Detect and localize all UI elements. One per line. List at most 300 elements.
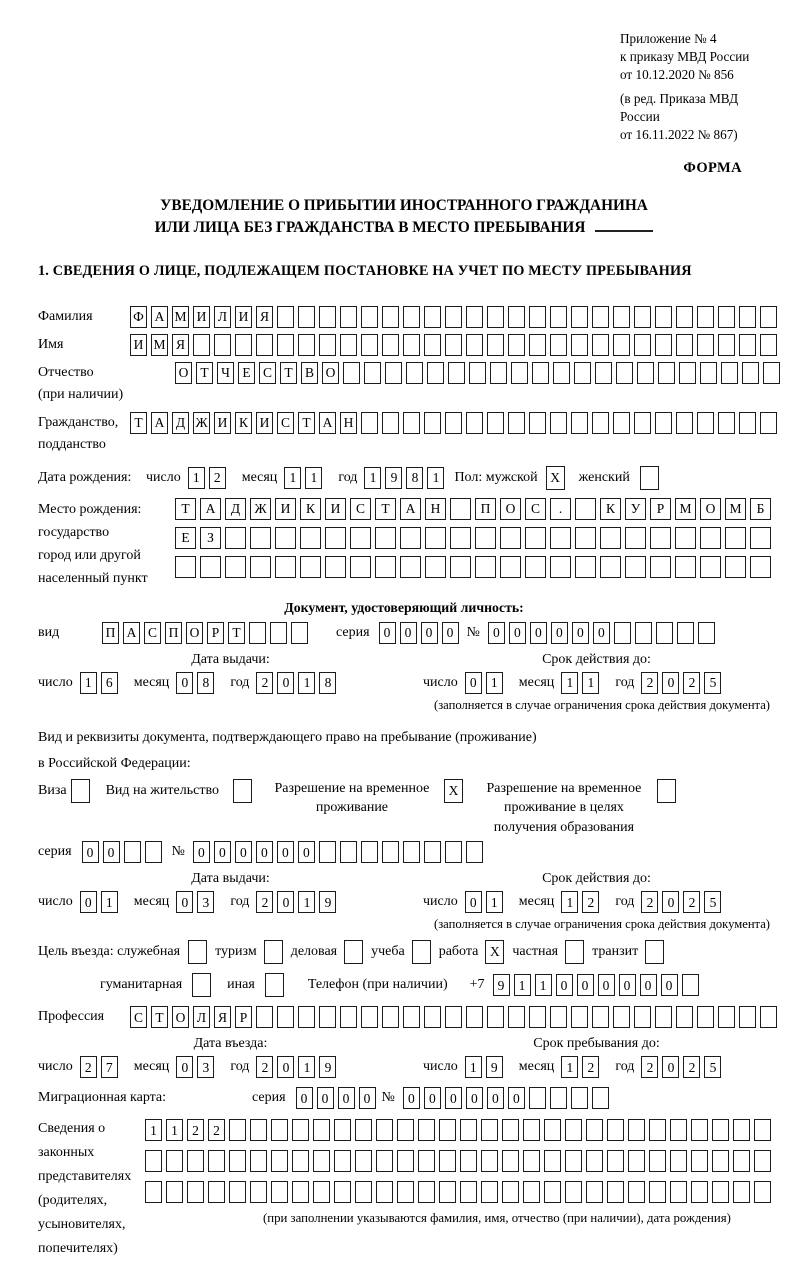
char-cell: 0 bbox=[445, 1087, 462, 1109]
visa-checkbox bbox=[71, 779, 90, 803]
char-cell: Е bbox=[238, 362, 255, 384]
patronymic-label: Отчество (при наличии) bbox=[38, 364, 124, 402]
revision-line: (в ред. Приказа МВД России bbox=[620, 90, 739, 124]
char-cell bbox=[145, 841, 162, 863]
valid-until-heading: Срок действия до: bbox=[542, 651, 651, 667]
char-cell bbox=[500, 527, 521, 549]
char-cell: 0 bbox=[176, 672, 193, 694]
issue-date-heading: Дата выдачи: bbox=[191, 651, 270, 667]
char-cell bbox=[614, 622, 631, 644]
char-cell bbox=[350, 556, 371, 578]
char-cell bbox=[481, 1150, 498, 1172]
char-cell: 1 bbox=[465, 1056, 482, 1078]
stay-series-cells bbox=[82, 841, 166, 863]
char-cell: 0 bbox=[577, 974, 594, 996]
char-cell bbox=[550, 1087, 567, 1109]
issue-date-heading: Дата выдачи: bbox=[191, 871, 270, 887]
char-cell bbox=[634, 412, 651, 434]
forma-label: ФОРМА bbox=[683, 160, 742, 177]
given-name-row bbox=[38, 334, 770, 356]
char-cell bbox=[361, 841, 378, 863]
char-cell: 9 bbox=[319, 1056, 336, 1078]
char-cell bbox=[718, 1006, 735, 1028]
month-label: месяц bbox=[518, 674, 555, 690]
profession-label: Профессия bbox=[38, 1009, 105, 1025]
stay-valid-year-cells bbox=[641, 891, 725, 913]
identity-doc-row bbox=[38, 622, 770, 644]
valid-year-cells bbox=[641, 672, 725, 694]
char-cell: 9 bbox=[385, 467, 402, 489]
char-cell: 9 bbox=[319, 891, 336, 913]
char-cell: А bbox=[123, 622, 140, 644]
char-cell bbox=[439, 1181, 456, 1203]
char-cell: 3 bbox=[197, 891, 214, 913]
char-cell: 3 bbox=[197, 1056, 214, 1078]
char-cell: 0 bbox=[103, 841, 120, 863]
char-cell bbox=[340, 334, 357, 356]
char-cell bbox=[214, 334, 231, 356]
char-cell bbox=[250, 1119, 267, 1141]
char-cell bbox=[754, 1150, 771, 1172]
valid-day-cells bbox=[465, 672, 507, 694]
char-cell bbox=[361, 334, 378, 356]
entry-year-cells bbox=[256, 1056, 340, 1078]
char-cell bbox=[400, 556, 421, 578]
birth-place-cells-block bbox=[175, 498, 775, 578]
char-cell: 0 bbox=[662, 1056, 679, 1078]
char-cell bbox=[718, 412, 735, 434]
char-cell: Т bbox=[196, 362, 213, 384]
char-cell bbox=[340, 1006, 357, 1028]
char-cell bbox=[425, 556, 446, 578]
char-cell bbox=[550, 412, 567, 434]
char-cell: 2 bbox=[187, 1119, 204, 1141]
char-cell: Т bbox=[151, 1006, 168, 1028]
month-label: месяц bbox=[518, 1059, 555, 1075]
purpose-tourism-checkbox bbox=[264, 940, 283, 964]
char-cell bbox=[550, 527, 571, 549]
char-cell: 0 bbox=[509, 622, 526, 644]
validity-note: (заполняется в случае ограничения срока действия документа) bbox=[434, 697, 770, 712]
phone-cells bbox=[493, 974, 703, 996]
char-cell bbox=[760, 412, 777, 434]
char-cell bbox=[750, 556, 771, 578]
day-label: число bbox=[423, 894, 458, 910]
char-cell bbox=[529, 1087, 546, 1109]
char-cell: 0 bbox=[277, 891, 294, 913]
char-cell bbox=[655, 306, 672, 328]
profession-row bbox=[38, 1006, 770, 1028]
sex-male-checkbox: X bbox=[546, 466, 565, 490]
purpose-private-checkbox bbox=[565, 940, 584, 964]
char-cell: С bbox=[130, 1006, 147, 1028]
char-cell bbox=[325, 556, 346, 578]
stay-number-cells bbox=[193, 841, 487, 863]
surname-row bbox=[38, 306, 770, 328]
char-cell bbox=[675, 556, 696, 578]
char-cell bbox=[361, 306, 378, 328]
char-cell bbox=[571, 334, 588, 356]
char-cell: 5 bbox=[704, 672, 721, 694]
entry-day-cells bbox=[80, 1056, 122, 1078]
purpose-work-label: работа bbox=[438, 944, 479, 960]
char-cell bbox=[616, 362, 633, 384]
char-cell: 1 bbox=[561, 672, 578, 694]
char-cell bbox=[292, 1181, 309, 1203]
char-cell: Д bbox=[172, 412, 189, 434]
identity-doc-date-headings bbox=[38, 652, 770, 668]
char-cell bbox=[487, 412, 504, 434]
purpose-business-checkbox bbox=[344, 940, 363, 964]
purpose-study-checkbox bbox=[412, 940, 431, 964]
char-cell bbox=[600, 556, 621, 578]
purpose-humanitarian-checkbox bbox=[192, 973, 211, 997]
char-cell bbox=[676, 412, 693, 434]
stay-issue-month-cells bbox=[176, 891, 218, 913]
birth-date-label: Дата рождения: bbox=[38, 469, 132, 485]
char-cell bbox=[763, 362, 780, 384]
char-cell: 0 bbox=[214, 841, 231, 863]
char-cell: 5 bbox=[704, 891, 721, 913]
char-cell bbox=[208, 1181, 225, 1203]
char-cell: 0 bbox=[466, 1087, 483, 1109]
char-cell bbox=[565, 1119, 582, 1141]
char-cell bbox=[229, 1119, 246, 1141]
char-cell: Н bbox=[340, 412, 357, 434]
char-cell bbox=[682, 974, 699, 996]
sex-male-label: Пол: мужской bbox=[454, 469, 538, 485]
char-cell bbox=[595, 362, 612, 384]
patronymic-sublabel: (при наличии) bbox=[38, 386, 124, 402]
char-cell bbox=[574, 362, 591, 384]
representatives-cells-block bbox=[145, 1117, 775, 1226]
char-cell bbox=[697, 334, 714, 356]
char-cell: 0 bbox=[598, 974, 615, 996]
purpose-other-label: иная bbox=[227, 977, 255, 993]
char-cell bbox=[670, 1119, 687, 1141]
char-cell bbox=[550, 1006, 567, 1028]
char-cell: М bbox=[151, 334, 168, 356]
char-cell bbox=[490, 362, 507, 384]
stay-until-year-cells bbox=[641, 1056, 725, 1078]
char-cell: 0 bbox=[661, 974, 678, 996]
char-cell: Ф bbox=[130, 306, 147, 328]
char-cell bbox=[650, 556, 671, 578]
doc-kind-cells bbox=[102, 622, 312, 644]
sex-female-label: женский bbox=[578, 469, 630, 485]
char-cell bbox=[481, 1181, 498, 1203]
given-name-cells bbox=[130, 334, 781, 356]
char-cell bbox=[418, 1150, 435, 1172]
char-cell bbox=[550, 556, 571, 578]
migration-card-label: Миграционная карта: bbox=[38, 1090, 167, 1106]
char-cell: 1 bbox=[486, 891, 503, 913]
char-cell: К bbox=[235, 412, 252, 434]
char-cell: И bbox=[275, 498, 296, 520]
char-cell bbox=[343, 362, 360, 384]
residence-permit-checkbox bbox=[233, 779, 252, 803]
char-cell bbox=[544, 1181, 561, 1203]
purpose-study-label: учеба bbox=[371, 944, 405, 960]
char-cell bbox=[511, 362, 528, 384]
char-cell bbox=[460, 1150, 477, 1172]
char-cell bbox=[403, 1006, 420, 1028]
char-cell bbox=[277, 334, 294, 356]
purpose-row1 bbox=[38, 940, 770, 964]
char-cell: Б bbox=[750, 498, 771, 520]
char-cell bbox=[607, 1119, 624, 1141]
char-cell bbox=[508, 1006, 525, 1028]
representatives-label: Сведения о законных представителях (родителях, усыновителях, попечителях) bbox=[38, 1121, 132, 1257]
char-cell: 0 bbox=[640, 974, 657, 996]
char-cell: 1 bbox=[298, 1056, 315, 1078]
char-cell: Т bbox=[175, 498, 196, 520]
char-cell: 0 bbox=[256, 841, 273, 863]
month-label: месяц bbox=[133, 674, 170, 690]
char-cell bbox=[529, 412, 546, 434]
birth-place-cells-line1 bbox=[175, 498, 775, 520]
char-cell bbox=[445, 306, 462, 328]
char-cell: Р bbox=[207, 622, 224, 644]
char-cell bbox=[469, 362, 486, 384]
char-cell bbox=[208, 1150, 225, 1172]
char-cell: 1 bbox=[298, 672, 315, 694]
char-cell bbox=[607, 1150, 624, 1172]
char-cell bbox=[760, 334, 777, 356]
char-cell bbox=[613, 412, 630, 434]
char-cell bbox=[475, 527, 496, 549]
char-cell: А bbox=[200, 498, 221, 520]
char-cell bbox=[634, 334, 651, 356]
char-cell: П bbox=[102, 622, 119, 644]
char-cell bbox=[445, 841, 462, 863]
birth-place-sublabel: населенный пункт bbox=[38, 570, 148, 586]
char-cell bbox=[187, 1150, 204, 1172]
char-cell: С bbox=[277, 412, 294, 434]
char-cell: 0 bbox=[296, 1087, 313, 1109]
char-cell: 1 bbox=[101, 891, 118, 913]
char-cell: О bbox=[700, 498, 721, 520]
char-cell bbox=[445, 412, 462, 434]
char-cell bbox=[292, 1119, 309, 1141]
char-cell bbox=[508, 412, 525, 434]
char-cell bbox=[487, 1006, 504, 1028]
char-cell bbox=[725, 556, 746, 578]
char-cell bbox=[592, 412, 609, 434]
migration-number-label: № bbox=[381, 1090, 395, 1106]
char-cell: 0 bbox=[442, 622, 459, 644]
char-cell bbox=[575, 556, 596, 578]
char-cell bbox=[229, 1150, 246, 1172]
char-cell: 6 bbox=[101, 672, 118, 694]
char-cell bbox=[166, 1181, 183, 1203]
char-cell bbox=[424, 412, 441, 434]
char-cell bbox=[676, 1006, 693, 1028]
birth-place-cells-line2 bbox=[175, 527, 775, 549]
char-cell bbox=[175, 556, 196, 578]
char-cell bbox=[355, 1119, 372, 1141]
char-cell bbox=[424, 1006, 441, 1028]
char-cell bbox=[592, 1087, 609, 1109]
char-cell: 0 bbox=[193, 841, 210, 863]
purpose-official-checkbox bbox=[188, 940, 207, 964]
year-label: год bbox=[230, 674, 250, 690]
appendix-line: к приказу МВД России bbox=[620, 49, 750, 65]
valid-month-cells bbox=[561, 672, 603, 694]
stay-series-label: серия bbox=[38, 844, 72, 860]
char-cell bbox=[649, 1150, 666, 1172]
purpose-transit-checkbox bbox=[645, 940, 664, 964]
entry-date-heading: Дата въезда: bbox=[193, 1036, 268, 1052]
char-cell bbox=[550, 334, 567, 356]
char-cell: М bbox=[675, 498, 696, 520]
char-cell: 2 bbox=[683, 891, 700, 913]
char-cell bbox=[571, 412, 588, 434]
char-cell: 0 bbox=[176, 891, 193, 913]
char-cell bbox=[382, 841, 399, 863]
char-cell: 0 bbox=[338, 1087, 355, 1109]
entry-date-headings bbox=[38, 1036, 770, 1052]
char-cell: А bbox=[400, 498, 421, 520]
birth-date-row bbox=[38, 466, 770, 490]
char-cell: 2 bbox=[641, 1056, 658, 1078]
char-cell: И bbox=[130, 334, 147, 356]
char-cell: . bbox=[550, 498, 571, 520]
char-cell bbox=[718, 306, 735, 328]
char-cell bbox=[721, 362, 738, 384]
char-cell: Р bbox=[650, 498, 671, 520]
char-cell bbox=[502, 1150, 519, 1172]
birth-place-sublabel: государство bbox=[38, 524, 110, 540]
char-cell: В bbox=[301, 362, 318, 384]
stay-doc-options bbox=[38, 779, 770, 838]
char-cell: 1 bbox=[80, 672, 97, 694]
char-cell: И bbox=[256, 412, 273, 434]
char-cell: З bbox=[200, 527, 221, 549]
char-cell bbox=[508, 306, 525, 328]
char-cell bbox=[225, 556, 246, 578]
char-cell bbox=[187, 1181, 204, 1203]
char-cell bbox=[739, 306, 756, 328]
representatives-cells-line2 bbox=[145, 1150, 775, 1172]
char-cell bbox=[691, 1150, 708, 1172]
char-cell bbox=[760, 1006, 777, 1028]
year-label: год bbox=[615, 674, 635, 690]
char-cell bbox=[376, 1119, 393, 1141]
representatives-note: (при заполнении указываются фамилия, имя, отчество (при наличии), дата рождения) bbox=[263, 1211, 731, 1226]
char-cell bbox=[340, 841, 357, 863]
char-cell bbox=[525, 556, 546, 578]
char-cell bbox=[425, 527, 446, 549]
char-cell: 0 bbox=[80, 891, 97, 913]
char-cell bbox=[607, 1181, 624, 1203]
char-cell bbox=[364, 362, 381, 384]
char-cell bbox=[235, 334, 252, 356]
char-cell: С bbox=[350, 498, 371, 520]
issue-year-cells bbox=[256, 672, 340, 694]
visa-label: Виза bbox=[38, 782, 67, 798]
char-cell bbox=[397, 1181, 414, 1203]
char-cell: 0 bbox=[277, 672, 294, 694]
char-cell bbox=[319, 306, 336, 328]
char-cell bbox=[291, 622, 308, 644]
char-cell bbox=[529, 306, 546, 328]
char-cell: 0 bbox=[400, 622, 417, 644]
char-cell bbox=[275, 527, 296, 549]
char-cell bbox=[544, 1119, 561, 1141]
char-cell bbox=[439, 1150, 456, 1172]
char-cell bbox=[592, 306, 609, 328]
char-cell: Н bbox=[425, 498, 446, 520]
char-cell bbox=[553, 362, 570, 384]
char-cell bbox=[249, 622, 266, 644]
char-cell bbox=[637, 362, 654, 384]
char-cell: 5 bbox=[704, 1056, 721, 1078]
char-cell bbox=[376, 1181, 393, 1203]
char-cell: 0 bbox=[530, 622, 547, 644]
char-cell: Л bbox=[214, 306, 231, 328]
char-cell bbox=[445, 1006, 462, 1028]
char-cell bbox=[319, 841, 336, 863]
profession-cells bbox=[130, 1006, 781, 1028]
char-cell bbox=[600, 527, 621, 549]
char-cell: 0 bbox=[235, 841, 252, 863]
char-cell: 0 bbox=[551, 622, 568, 644]
phone-label: Телефон (при наличии) bbox=[307, 977, 448, 993]
stay-doc-intro-line2: в Российской Федерации: bbox=[38, 755, 191, 771]
char-cell bbox=[655, 412, 672, 434]
char-cell bbox=[613, 1006, 630, 1028]
year-label: год bbox=[230, 1059, 250, 1075]
char-cell bbox=[298, 334, 315, 356]
char-cell bbox=[697, 1006, 714, 1028]
char-cell: О bbox=[186, 622, 203, 644]
char-cell bbox=[466, 1006, 483, 1028]
char-cell: О bbox=[175, 362, 192, 384]
appendix-line: Приложение № 4 bbox=[620, 31, 717, 46]
char-cell: Л bbox=[193, 1006, 210, 1028]
char-cell bbox=[355, 1181, 372, 1203]
char-cell bbox=[525, 527, 546, 549]
char-cell bbox=[697, 306, 714, 328]
char-cell bbox=[675, 527, 696, 549]
char-cell bbox=[628, 1181, 645, 1203]
year-label: год bbox=[615, 1059, 635, 1075]
migration-series-label: серия bbox=[252, 1090, 286, 1106]
stay-doc-intro bbox=[38, 725, 770, 777]
section1-heading: 1. СВЕДЕНИЯ О ЛИЦЕ, ПОДЛЕЖАЩЕМ ПОСТАНОВКЕ НА УЧЕТ ПО МЕСТУ ПРЕБЫВАНИЯ bbox=[38, 262, 692, 279]
char-cell bbox=[466, 841, 483, 863]
char-cell bbox=[750, 527, 771, 549]
stay-doc-series-row bbox=[38, 841, 770, 863]
char-cell bbox=[712, 1150, 729, 1172]
char-cell bbox=[700, 362, 717, 384]
birth-place-cells-line3 bbox=[175, 556, 775, 578]
char-cell bbox=[450, 498, 471, 520]
char-cell: 1 bbox=[145, 1119, 162, 1141]
migration-number-cells bbox=[403, 1087, 613, 1109]
char-cell: М bbox=[172, 306, 189, 328]
char-cell bbox=[700, 527, 721, 549]
char-cell bbox=[277, 306, 294, 328]
char-cell: Я bbox=[256, 306, 273, 328]
char-cell bbox=[385, 362, 402, 384]
issue-month-cells bbox=[176, 672, 218, 694]
char-cell: К bbox=[600, 498, 621, 520]
stay-until-heading: Срок пребывания до: bbox=[533, 1036, 660, 1052]
char-cell bbox=[250, 1150, 267, 1172]
char-cell bbox=[382, 1006, 399, 1028]
